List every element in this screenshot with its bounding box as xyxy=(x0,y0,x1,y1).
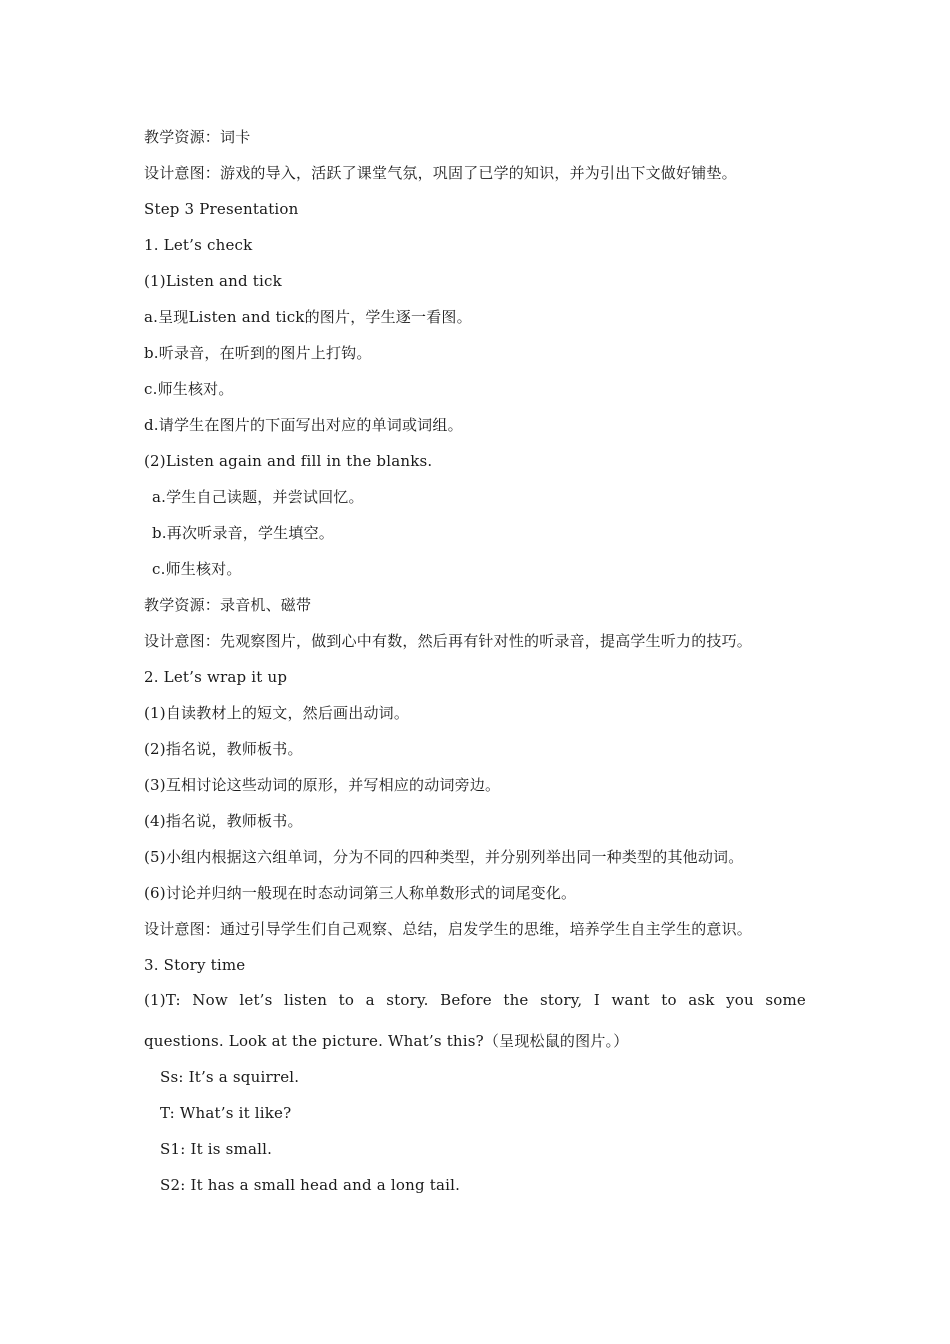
text-line: T: What’s it like? xyxy=(160,1104,292,1122)
text-line: 教学资源：词卡 xyxy=(144,128,251,146)
text-line: a.学生自己读题，并尝试回忆。 xyxy=(152,488,364,506)
text-line: S1: It is small. xyxy=(160,1140,273,1158)
text-line: 设计意图：先观察图片，做到心中有数，然后再有针对性的听录音，提高学生听力的技巧。 xyxy=(144,632,753,650)
text-line: Step 3 Presentation xyxy=(144,200,299,218)
text-line: (2)Listen again and fill in the blanks. xyxy=(144,452,433,470)
text-line: d.请学生在图片的下面写出对应的单词或词组。 xyxy=(144,416,463,434)
text-line: b.听录音，在听到的图片上打钩。 xyxy=(144,344,372,362)
text-line: (1)T: Now let’s listen to a story. Before the story, I want to ask you some xyxy=(144,991,806,1009)
text-line: (4)指名说，教师板书。 xyxy=(144,812,303,830)
text-line: S2: It has a small head and a long tail. xyxy=(160,1176,461,1194)
text-line: (3)互相讨论这些动词的原形，并写相应的动词旁边。 xyxy=(144,776,501,794)
text-line: (2)指名说，教师板书。 xyxy=(144,740,303,758)
text-line: 1. Let’s check xyxy=(144,236,253,254)
text-line: (1)自读教材上的短文，然后画出动词。 xyxy=(144,704,410,722)
text-line: 设计意图：游戏的导入，活跃了课堂气氛，巩固了已学的知识，并为引出下文做好铺垫。 xyxy=(144,164,737,182)
text-line: a.呈现Listen and tick的图片，学生逐一看图。 xyxy=(144,308,472,326)
text-line: 教学资源：录音机、磁带 xyxy=(144,596,312,614)
text-line: (5)小组内根据这六组单词，分为不同的四种类型，并分别列举出同一种类型的其他动词。 xyxy=(144,848,744,866)
text-line: 3. Story time xyxy=(144,956,246,974)
text-line: 设计意图：通过引导学生们自己观察、总结，启发学生的思维，培养学生自主学生的意识。 xyxy=(144,920,753,938)
text-line: Ss: It’s a squirrel. xyxy=(160,1068,300,1086)
text-line: c.师生核对。 xyxy=(144,380,234,398)
text-line: b.再次听录音，学生填空。 xyxy=(152,524,334,542)
text-line: 2. Let’s wrap it up xyxy=(144,668,288,686)
text-line: c.师生核对。 xyxy=(152,560,242,578)
text-line: (1)Listen and tick xyxy=(144,272,282,290)
text-line: questions. Look at the picture. What’s this?（呈现松鼠的图片。） xyxy=(144,1032,629,1050)
text-line: (6)讨论并归纳一般现在时态动词第三人称单数形式的词尾变化。 xyxy=(144,884,577,902)
